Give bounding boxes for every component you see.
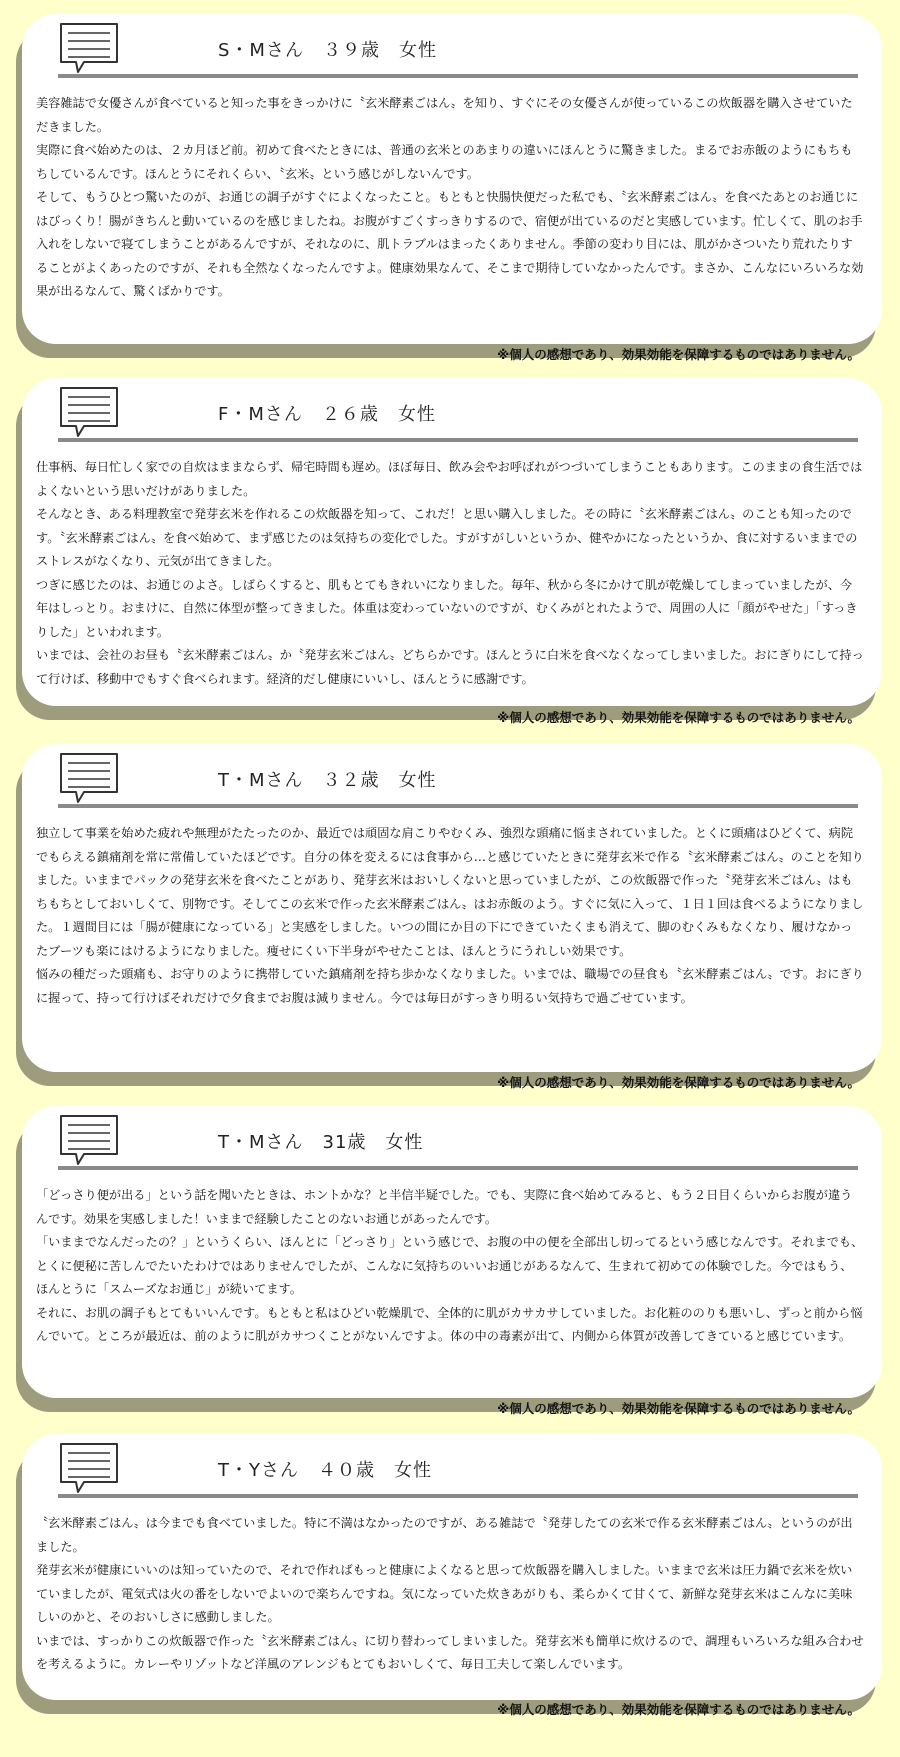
testimonial-text <box>36 1512 864 1677</box>
paragraph: 美容雑誌で女優さんが食べていると知った事をきっかけに〝玄米酵素ごはん〟を知り、すぐにその女優さんが使っているこの炊飯器を購入させていただきました。 <box>36 96 853 134</box>
testimonial-text <box>36 456 864 691</box>
paragraph: 独立して事業を始めた疲れや無理がたたったのか、最近では頑固な肩こりやむくみ、強烈な頭痛に悩まされていました。とくに頭痛はひどくて、病院でもらえる鎮痛剤を常に常備していたほどです。自分の体を変えるには食事から…と感じていたときに発芽玄米で作る〝玄米酵素ごはん〟のことを知りました。いままでパックの発芽玄米を食べたことがあり、発芽玄米はおいしくないと思っていましたが、この炊飯器で作った〝発芽玄米ごはん〟はもちもちとしておいしくて、別物です。そしてこの玄米で作った玄米酵素ごはん〟はお赤飯のよう。すぐに気に入って、１日１回は食べるようになりました。１週間目には「腸が健康になっている」と実感をしました。いつの間にか目の下にできていたくまも消えて、脚のむくみもなくなり、履けなかったブーツも楽にはけるようになりました。痩せにくい下半身がやせたことは、ほんとうにうれしい効果です。 <box>36 826 864 958</box>
divider <box>58 1166 858 1170</box>
paragraph: 「どっさり便が出る」という話を聞いたときは、ホントかな？と半信半疑でした。でも、実際に食べ始めてみると、もう２日目くらいからお腹が違うんです。効果を実感しました！いままで経験したことのないお通じがあったんです。 <box>36 1188 853 1226</box>
paragraph: 発芽玄米が健康にいいのは知っていたので、それで作ればもっと健康によくなると思って炊飯器を購入しました。いままで玄米は圧力鍋で玄米を炊いていましたが、電気式は火の番をしないでよいので楽ちんですね。気になっていた炊きあがりも、柔らかくて甘くて、新鮮な発芽玄米はこんなに美味しいのかと、そのおいしさに感動しました。 <box>36 1563 853 1624</box>
paragraph: いまでは、すっかりこの炊飯器で作った〝玄米酵素ごはん〟に切り替わってしまいました。発芽玄米も簡単に炊けるので、調理もいろいろな組み合わせを考えるように。カレーやリゾットなど洋風のアレンジもとてもおいしくて、毎日工夫して楽しんでいます。 <box>36 1633 864 1671</box>
paragraph: そんなとき、ある料理教室で発芽玄米を作れるこの炊飯器を知って、これだ！と思い購入しました。その時に〝玄米酵素ごはん〟のことも知ったのです。〝玄米酵素ごはん〟を食べ始めて、まず感じたのは気持ちの変化でした。すがすがしいというか、健やかになったというか、食に対するいままでのストレスがなくなり、元気が出てきました。 <box>36 507 858 568</box>
speech-bubble-icon <box>58 22 120 74</box>
testimonial-card <box>22 14 882 344</box>
testimonial-text <box>36 1184 864 1349</box>
paragraph: 悩みの種だった頭痛も、お守りのように携帯していた鎮痛剤を持ち歩かなくなりました。いまでは、職場での昼食も〝玄米酵素ごはん〟です。おにぎりに握って、持って行けばそれだけで夕食までお腹は減りません。今では毎日がすっきり明るい気持ちで過ごせています。 <box>36 967 864 1005</box>
paragraph: そして、もうひとつ驚いたのが、お通じの調子がすぐによくなったこと。もともと快腸快便だった私でも、〝玄米酵素ごはん〟を食べたあとのお通じにはびっくり！腸がきちんと動いているのを感じましたね。お腹がすごくすっきりするので、宿便が出ているのだと実感しています。忙しくて、肌のお手入れをしないで寝てしまうことがあるんですが、それなのに、肌トラブルはまったくありません。季節の変わり目には、肌がかさついたり荒れたりすることがよくあったのですが、それも全然なくなったんですよ。健康効果なんて、そこまで期待していなかったんです。まさか、こんなにいろいろな効果が出るなんて、驚くばかりです。 <box>36 190 864 298</box>
disclaimer: ※個人の感想であり、効果効能を保障するものではありません。 <box>497 347 860 362</box>
testimonial-card <box>22 1106 882 1398</box>
customer-name: T・Mさん 31歳 女性 <box>218 1132 424 1153</box>
customer-name: F・Mさん ２６歳 女性 <box>218 404 436 425</box>
testimonial-text <box>36 822 864 1010</box>
paragraph: つぎに感じたのは、お通じのよさ。しばらくすると、肌もとてもきれいになりました。毎年、秋から冬にかけて肌が乾燥してしまっていましたが、今年はしっとり。おまけに、自然に体型が整ってきました。体重は変わっていないのですが、むくみがとれたようで、周囲の人に「顔がやせた」「すっきりした」といわれます。 <box>36 577 858 639</box>
testimonial-card <box>22 1434 882 1700</box>
speech-bubble-icon <box>58 752 120 804</box>
speech-bubble-icon <box>58 1114 120 1166</box>
disclaimer: ※個人の感想であり、効果効能を保障するものではありません。 <box>497 1401 860 1416</box>
paragraph: いまでは、会社のお昼も〝玄米酵素ごはん〟か〝発芽玄米ごはん〟どちらかです。ほんとうに白米を食べなくなってしまいました。おにぎりにして持って行けば、移動中でもすぐ食べられます。経済的だし健康にいいし、ほんとうに感謝です。 <box>36 648 864 686</box>
disclaimer: ※個人の感想であり、効果効能を保障するものではありません。 <box>497 1075 860 1090</box>
divider <box>58 804 858 808</box>
paragraph: 実際に食べ始めたのは、２カ月ほど前。初めて食べたときには、普通の玄米とのあまりの違いにほんとうに驚きました。まるでお赤飯のようにもちもちしているんです。ほんとうにそれくらい、〝玄米〟という感じがしないんです。 <box>36 143 853 181</box>
customer-name: T・Yさん ４０歳 女性 <box>218 1460 432 1481</box>
testimonial-card <box>22 744 882 1072</box>
disclaimer: ※個人の感想であり、効果効能を保障するものではありません。 <box>497 710 860 725</box>
testimonial-text <box>36 92 864 304</box>
paragraph: それに、お肌の調子もとてもいいんです。もともと私はひどい乾燥肌で、全体的に肌がカサカサしていました。お化粧ののりも悪いし、ずっと前から悩んでいて。ところが最近は、前のように肌がカサつくことがないんですよ。体の中の毒素が出て、内側から体質が改善してきていると感じています。 <box>36 1305 863 1343</box>
disclaimer: ※個人の感想であり、効果効能を保障するものではありません。 <box>497 1702 860 1717</box>
customer-name: T・Mさん ３２歳 女性 <box>218 770 437 791</box>
paragraph: 〝玄米酵素ごはん〟は今までも食べていました。特に不満はなかったのですが、ある雑誌で〝発芽したての玄米で作る玄米酵素ごはん〟というのが出ました。 <box>36 1516 853 1554</box>
testimonial-card <box>22 378 882 706</box>
paragraph: 「いままでなんだったの？」というくらい、ほんとに「どっさり」という感じで、お腹の中の便を全部出し切ってるという感じなんです。それまでも、とくに便秘に苦しんでたいたわけではありませんでしたが、こんなに気持ちのいいお通じがあるなんて、生まれて初めての体験でした。今ではもう、ほんとうに「スムーズなお通じ」が続いてます。 <box>36 1235 864 1296</box>
divider <box>58 74 858 78</box>
customer-name: S・Mさん ３９歳 女性 <box>218 40 437 61</box>
speech-bubble-icon <box>58 386 120 438</box>
speech-bubble-icon <box>58 1442 120 1494</box>
paragraph: 仕事柄、毎日忙しく家での自炊はままならず、帰宅時間も遅め。ほぼ毎日、飲み会やお呼ばれがつづいてしまうこともあります。このままの食生活ではよくないという思いだけがありました。 <box>36 460 863 498</box>
divider <box>58 1494 858 1498</box>
divider <box>58 438 858 442</box>
